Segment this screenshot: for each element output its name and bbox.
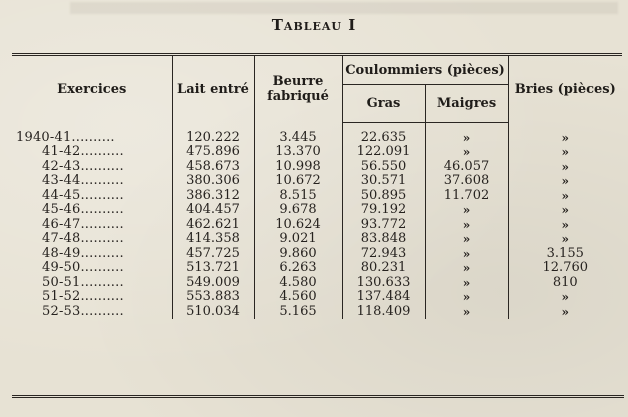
table-row (12, 189, 622, 204)
cell-gras: 80.231 (342, 261, 425, 276)
cell-lait: 475.896 (172, 145, 254, 160)
cell-exercice: 52-53.......... (42, 303, 124, 319)
cell-gras: 137.484 (342, 290, 425, 305)
cell-beurre: 6.263 (254, 261, 342, 276)
cell-bries: » (508, 305, 622, 320)
cell-bries: » (508, 174, 622, 189)
cell-beurre: 3.445 (254, 131, 342, 146)
cell-beurre: 9.021 (254, 232, 342, 247)
header-maigres: Maigres (425, 85, 508, 123)
cell-lait: 458.673 (172, 160, 254, 175)
cell-bries: » (508, 145, 622, 160)
cell-exercice: 45-46.......... (42, 202, 124, 217)
cell-beurre: 10.624 (254, 218, 342, 233)
table-row (12, 218, 622, 233)
cell-maigres: » (425, 305, 508, 320)
table-bottom-rule (12, 395, 624, 398)
cell-lait: 404.457 (172, 203, 254, 218)
cell-lait: 120.222 (172, 131, 254, 146)
cell-exercice: 51-52.......... (42, 289, 124, 304)
cell-lait: 414.358 (172, 232, 254, 247)
data-table (12, 53, 622, 319)
table-row (12, 203, 622, 218)
table-header (12, 55, 622, 123)
cell-gras: 130.633 (342, 276, 425, 291)
table-row (12, 160, 622, 175)
cell-beurre: 4.560 (254, 290, 342, 305)
cell-lait: 457.725 (172, 247, 254, 262)
table-row (12, 232, 622, 247)
cell-exercice: 50-51.......... (42, 274, 124, 290)
cell-maigres: 11.702 (425, 189, 508, 204)
cell-bries: 810 (508, 276, 622, 291)
cell-maigres: » (425, 232, 508, 247)
cell-exercice: 47-48.......... (42, 231, 124, 246)
header-bries: Bries (pièces) (508, 55, 622, 123)
table-row (12, 261, 622, 276)
cell-gras: 79.192 (342, 203, 425, 218)
cell-beurre: 9.860 (254, 247, 342, 262)
table-row (12, 276, 622, 291)
header-exercices: Exercices (12, 55, 172, 123)
cell-maigres: » (425, 218, 508, 233)
header-coulommiers: Coulommiers (pièces) (342, 55, 508, 85)
table-row (12, 174, 622, 189)
cell-bries: » (508, 232, 622, 247)
cell-maigres: » (425, 131, 508, 146)
cell-beurre: 5.165 (254, 305, 342, 320)
cell-gras: 56.550 (342, 160, 425, 175)
cell-lait: 553.883 (172, 290, 254, 305)
cell-bries: » (508, 203, 622, 218)
cell-bries: 12.760 (508, 261, 622, 276)
cell-gras: 72.943 (342, 247, 425, 262)
bleed-through-text (70, 2, 618, 14)
cell-beurre: 10.998 (254, 160, 342, 175)
cell-maigres: » (425, 261, 508, 276)
cell-beurre: 9.678 (254, 203, 342, 218)
cell-bries: » (508, 218, 622, 233)
cell-maigres: 37.608 (425, 174, 508, 189)
cell-gras: 83.848 (342, 232, 425, 247)
table-row (12, 145, 622, 160)
cell-exercice: 46-47.......... (42, 216, 124, 232)
cell-maigres: » (425, 276, 508, 291)
table-row (12, 131, 622, 146)
cell-gras: 122.091 (342, 145, 425, 160)
cell-maigres: 46.057 (425, 160, 508, 175)
cell-lait: 462.621 (172, 218, 254, 233)
cell-lait: 380.306 (172, 174, 254, 189)
cell-lait: 549.009 (172, 276, 254, 291)
cell-bries: » (508, 131, 622, 146)
cell-exercice: 48-49.......... (42, 245, 124, 261)
cell-exercice: 41-42.......... (42, 144, 124, 159)
cell-bries: » (508, 189, 622, 204)
header-lait: Lait entré (172, 55, 254, 123)
cell-gras: 22.635 (342, 131, 425, 146)
header-beurre: Beurre fabriqué (254, 55, 342, 123)
table-title: Tableau I (271, 16, 357, 34)
table-row (12, 247, 622, 262)
cell-exercice: 1940-41.......... (16, 129, 115, 145)
table-body (12, 123, 622, 320)
cell-lait: 510.034 (172, 305, 254, 320)
cell-lait: 386.312 (172, 189, 254, 204)
cell-maigres: » (425, 247, 508, 262)
cell-beurre: 8.515 (254, 189, 342, 204)
cell-gras: 50.895 (342, 189, 425, 204)
cell-exercice: 49-50.......... (42, 260, 124, 275)
header-gras: Gras (342, 85, 425, 123)
cell-maigres: » (425, 145, 508, 160)
table-row (12, 290, 622, 305)
cell-beurre: 13.370 (254, 145, 342, 160)
cell-bries: » (508, 160, 622, 175)
cell-maigres: » (425, 290, 508, 305)
cell-gras: 118.409 (342, 305, 425, 320)
cell-beurre: 4.580 (254, 276, 342, 291)
cell-bries: » (508, 290, 622, 305)
cell-exercice: 42-43.......... (42, 158, 124, 174)
cell-exercice: 43-44.......... (42, 173, 124, 188)
cell-bries: 3.155 (508, 247, 622, 262)
table-row (12, 305, 622, 320)
cell-exercice: 44-45.......... (42, 187, 124, 203)
cell-beurre: 10.672 (254, 174, 342, 189)
cell-gras: 30.571 (342, 174, 425, 189)
cell-lait: 513.721 (172, 261, 254, 276)
cell-gras: 93.772 (342, 218, 425, 233)
cell-maigres: » (425, 203, 508, 218)
